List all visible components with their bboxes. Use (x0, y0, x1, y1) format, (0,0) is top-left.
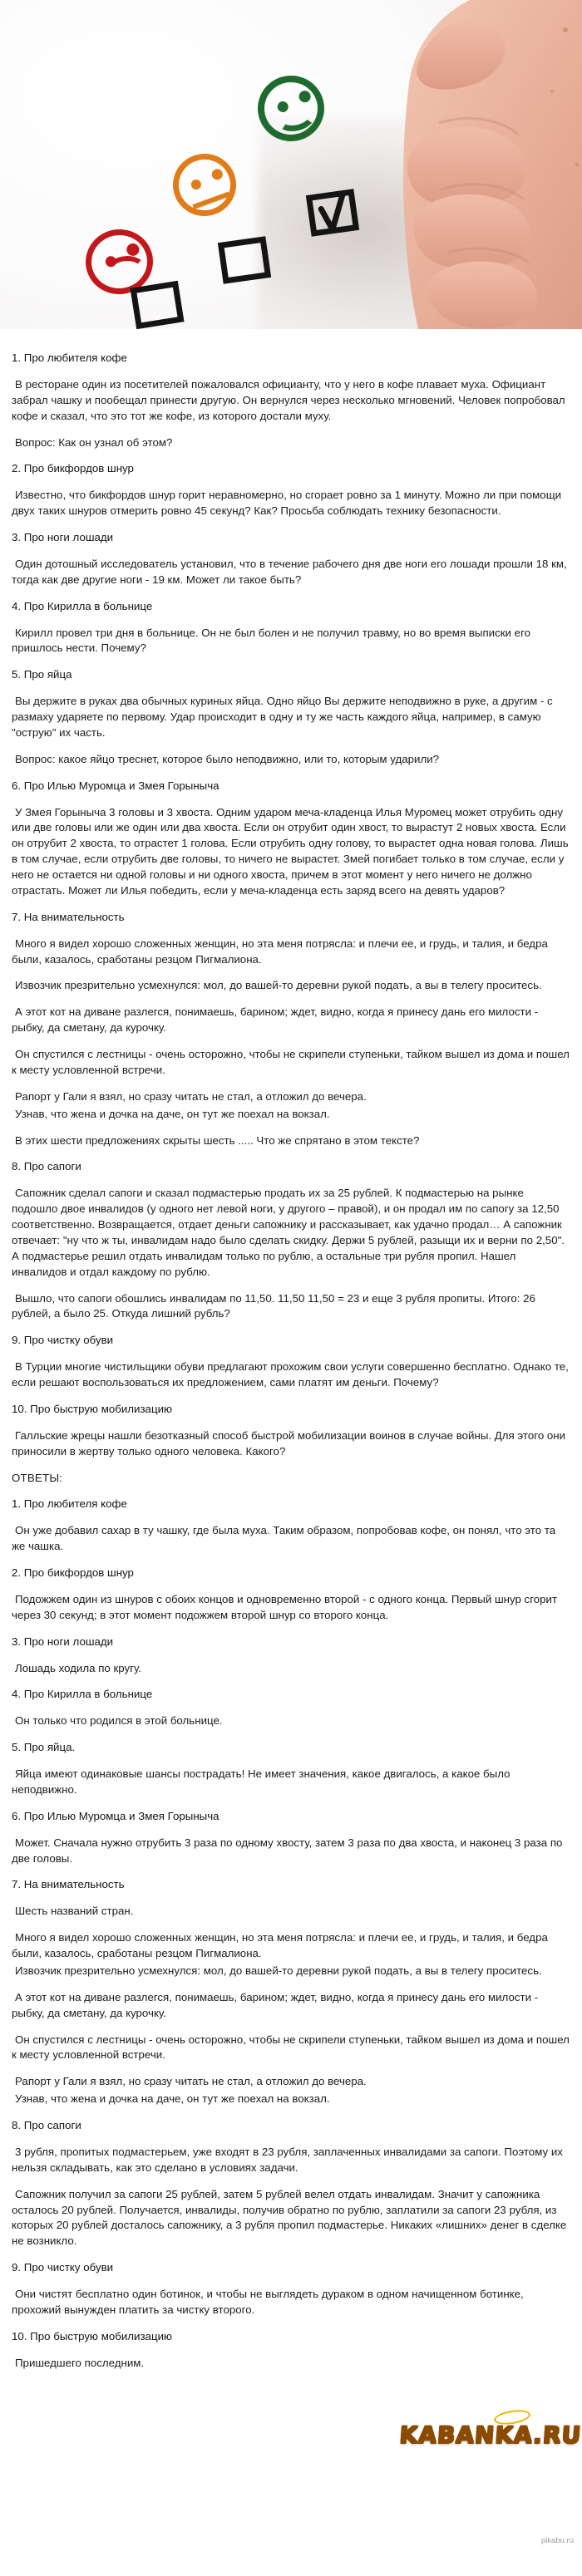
answer-4-heading: 4. Про Кирилла в больнице (12, 1688, 153, 1701)
article-body (0, 329, 582, 2391)
puzzle-7-line-4: Он спустился с лестницы - очень осторожно, чтобы не скрипели ступеньки, тайком вышел из дома и пошел к месту условленной встречи. (12, 1048, 570, 1076)
puzzle-1-body: В ресторане один из посетителей пожаловался официанту, что у него в кофе плавает муха. Официант забрал чашку и пообещал принести другую. Он вернулся через несколько мгновений. Человек попробовал кофе и сказал, что это тот же кофе, из которого достали муху. (12, 377, 565, 422)
answer-4-body: Он только что родился в этой больнице. (15, 1714, 223, 1728)
puzzle-6-heading: 6. Про Илью Муромца и Змея Горыныча (12, 779, 219, 792)
answer-2-heading: 2. Про бикфордов шнур (12, 1566, 134, 1579)
puzzle-8-body: Сапожник сделал сапоги и сказал подмастерью продать их за 25 рублей. К подмастерью на рынке подошло двое инвалидов (у одного нет левой ноги, у другого – правой), и он продал им по сапогу за 12,50 соответственно. Возвращается, отдает деньги сапожнику и рассказывает, как удачно продал… А сапожник отвечает: "ну что ж ты, инвалидам надо было сделать скидку. Держи 5 рублей, разыщи их и верни по 2,50". А подмастерье решил отдать инвалидам только по рублю, а остальные три рубля пропил. Нашел инвалидов и отдал каждому по рублю. (12, 1187, 565, 1278)
puzzle-2-body: Известно, что бикфордов шнур горит неравномерно, но сгорает ровно за 1 минуту. Можно ли при помощи двух таких шнуров отмерить ровно 45 секунд? Как? Просьба соблюдать технику безопасности. (12, 489, 562, 518)
puzzle-1-question: Вопрос: Как он узнал об этом? (15, 435, 173, 449)
answer-7-line-6: Узнав, что жена и дочка на даче, он тут же поехал на вокзал. (15, 2092, 330, 2106)
sad-eye-right (126, 243, 140, 257)
answer-9-body: Они чистят бесплатно один ботинок, и чтобы не выглядеть дураком в одном начищенном ботинке, прохожий вынужден платить за чистку второго. (12, 2288, 524, 2316)
answer-7-line-3: А этот кот на диване разлегся, понимаешь, барином; ждет, видно, когда я принесу дань его милости - рыбку, да сметану, да курочку. (12, 1990, 539, 2019)
neutral-mouth (192, 192, 229, 209)
puzzle-7-line-6: Узнав, что жена и дочка на даче, он тут же поехал на вокзал. (15, 1107, 330, 1120)
source-site-credit: pikabu.ru (540, 2535, 574, 2545)
neutral-eye-right (211, 169, 223, 180)
answer-7-line-1: Много я видел хорошо сложенных женщин, но эта меня потрясла: и плечи ее, и грудь, и талия, и бедра были, казалось, сработаны резцом Пигмалиона. (12, 1931, 548, 1959)
checkbox-sad[interactable] (130, 281, 184, 329)
answer-7-line-2: Извозчик презрительно усмехнулся: мол, до вашей-то деревни рукой подать, а вы в телегу проситесь. (15, 1964, 542, 1977)
puzzle-8-question: Вышло, что сапоги обошлись инвалидам по 11,50. 11,50 11,50 = 23 и еще 3 рубля пропиты. Итого: 26 рублей, а было 25. Откуда лишний рубль? (12, 1291, 535, 1320)
puzzle-3-body: Один дотошный исследователь установил, что в течение рабочего дня две ноги его лошади прошли 18 км, тогда как две другие ноги - 19 км. Может ли такое быть? (12, 557, 567, 586)
puzzle-2-heading: 2. Про бикфордов шнур (12, 462, 134, 475)
answer-8-body: 3 рубля, пропитых подмастерьем, уже входят в 23 рубля, заплаченных инвалидами за сапоги. Поэтому их нельзя складывать, как это сделано в условиях задачи. (12, 2145, 563, 2174)
puzzle-7-line-5: Рапорт у Гали я взял, но сразу читать не стал, а отложил до вечера. (15, 1089, 367, 1103)
puzzle-7-line-2: Извозчик презрительно усмехнулся: мол, до вашей-то деревни рукой подать, а вы в телегу проситесь. (15, 979, 542, 992)
puzzle-9-body: В Турции многие чистильщики обуви предлагают прохожим свои услуги совершенно бесплатно. Однако те, если решают воспользоваться их предложением, сами платят им деньги. Почему? (12, 1360, 569, 1389)
puzzle-7-line-3: А этот кот на диване разлегся, понимаешь, барином; ждет, видно, когда я принесу дань его милости - рыбку, да сметану, да курочку. (12, 1005, 539, 1035)
puzzle-9-heading: 9. Про чистку обуви (12, 1334, 114, 1347)
puzzle-5-question: Вопрос: какое яйцо треснет, которое было неподвижно, или то, которым ударили? (15, 752, 440, 765)
answer-3-heading: 3. Про ноги лошади (12, 1635, 114, 1648)
answer-1-body: Он уже добавил сахар в ту чашку, где была муха. Таким образом, попробовав кофе, он понял, что это та же чашка. (12, 1524, 556, 1553)
puzzle-3-heading: 3. Про ноги лошади (12, 531, 114, 543)
puzzle-5-heading: 5. Про яйца (12, 668, 72, 681)
answer-9-heading: 9. Про чистку обуви (12, 2261, 114, 2274)
answer-7-line-4: Он спустился с лестницы - очень осторожно, чтобы не скрипели ступеньки, тайком вышел из дома и пошел к месту условленной встречи. (12, 2033, 570, 2062)
puzzle-6-body: У Змея Горыныча 3 головы и 3 хвоста. Одним ударом меча-кладенца Илья Муромец может отрубить одну или две головы или же один или два хвоста. Если он отрубит один хвост, то вырастут 2 новых хвоста. Если он отрубит 2 хвоста, то отрастет 1 голова. Если отрубить одну голову, то вырастет одна новая голова. Лишь в том случае, если отрубить две головы, то ничего не вырастет. Змей погибает только в том случае, если у него не остается ни одной головы и ни одного хвоста, причем в этот момент у него ничего не должно отрастать. Может ли Илья победить, если у меча-кладенца есть заряд всего на девять ударов? (12, 805, 569, 897)
answer-5-body: Яйца имеют одинаковые шансы пострадать! Не имеет значения, какое двигалось, а какое было неподвижно. (12, 1767, 510, 1796)
answer-8-heading: 8. Про сапоги (12, 2119, 81, 2131)
answer-8-body-2: Сапожник получил за сапоги 25 рублей, затем 5 рублей велел отдать инвалидам. Значит у сапожника осталось 20 рублей. Получается, инвалиды, получив обратно по рублю, заплатили за сапоги 23 рубля, из которых 20 рублей досталось сапожнику, а 3 рубля пропил подмастерье. Никаких «лишних» денег в сделке не возникло. (12, 2187, 567, 2248)
answer-3-body: Лошадь ходила по кругу. (15, 1661, 142, 1674)
answer-10-body: Пришедшего последним. (15, 2356, 145, 2369)
answer-7-line-5: Рапорт у Гали я взял, но сразу читать не стал, а отложил до вечера. (15, 2075, 367, 2088)
sad-mouth (106, 255, 147, 285)
puzzle-7-line-1: Много я видел хорошо сложенных женщин, но эта меня потрясла: и плечи ее, и грудь, и талия, и бедра были, казалось, сработаны резцом Пигмалиона. (12, 937, 548, 966)
puzzle-7-heading: 7. На внимательность (12, 910, 125, 923)
answer-5-heading: 5. Про яйца. (12, 1741, 76, 1754)
page-footer (0, 2391, 582, 2557)
answer-1-heading: 1. Про любителя кофе (12, 1497, 127, 1511)
puzzle-4-body: Кирилл провел три дня в больнице. Он не был болен и не получил травму, но во время выписки его пришлось нести. Почему? (12, 626, 531, 655)
puzzle-5-body: Вы держите в руках два обычных куриных яйца. Одно яйцо Вы держите неподвижно в руке, а другим - с размаху ударяете по первому. Удар происходит в одну и ту же часть каждого яйца, например, в самую "острую" их часть. (12, 695, 553, 739)
puzzle-10-body: Галльские жрецы нашли безотказный способ быстрой мобилизации воинов в случае войны. Для этого они приносили в жертву только одного человека. Какого? (12, 1428, 566, 1458)
answers-section-label: ОТВЕТЫ: (12, 1471, 63, 1484)
puzzle-8-heading: 8. Про сапоги (12, 1160, 81, 1173)
answer-10-heading: 10. Про быструю мобилизацию (12, 2329, 172, 2342)
answer-6-body: Может. Сначала нужно отрубить 3 раза по одному хвосту, затем 3 раза по два хвоста, и наконец 3 раза по две головы. (12, 1836, 563, 1865)
puzzle-7-question: В этих шести предложениях скрыты шесть ..... Что же спрятано в этом тексте? (15, 1133, 420, 1147)
neutral-eye-left (190, 179, 201, 189)
answer-7-heading: 7. На внимательность (12, 1878, 125, 1891)
puzzle-1-heading: 1. Про любителя кофе (12, 351, 127, 364)
hero-photo (0, 0, 582, 329)
answer-7-body: Шесть названий стран. (15, 1905, 134, 1918)
checkbox-neutral[interactable] (218, 236, 271, 284)
brand-watermark: KABANKA.RU (407, 2416, 573, 2454)
checkmark-icon (314, 191, 352, 238)
puzzle-4-heading: 4. Про Кирилла в больнице (12, 599, 153, 612)
hand-with-pen-illustration (359, 0, 582, 329)
puzzle-10-heading: 10. Про быструю мобилизацию (12, 1402, 172, 1415)
answer-6-heading: 6. Про Илью Муромца и Змея Горыныча (12, 1809, 219, 1822)
answer-2-body: Подожжем один из шнуров с обоих концов и одновременно второй - с одного конца. Первый шнур сгорит через 30 секунд; в этот момент подожжем второй шнур со второго конца. (12, 1592, 558, 1621)
